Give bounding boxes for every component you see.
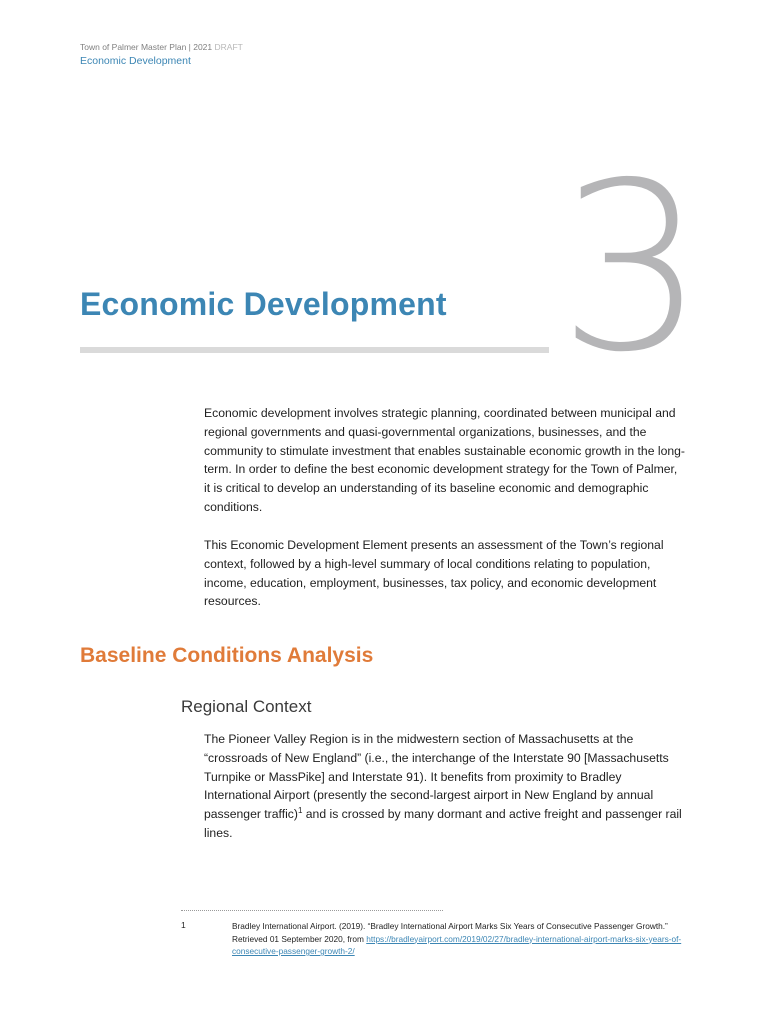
draft-label: DRAFT <box>214 42 243 52</box>
section-label: Economic Development <box>80 55 191 67</box>
footnote-reference[interactable]: 1 <box>297 806 303 816</box>
intro-paragraph-1: Economic development involves strategic planning, coordinated between municipal and regional governments and quasi-governmental organizations, businesses, and the community to stimulate investment that enables sustainable economic growth in the long-term. In order to define the best economic development strategy for the Town of Palmer, it is critical to develop an understanding of its baseline economic and demographic conditions. <box>204 406 685 514</box>
regional-context-heading: Regional Context <box>181 697 312 716</box>
regional-context-paragraph <box>204 730 686 843</box>
intro-paragraph-2: This Economic Development Element presents an assessment of the Town’s regional context, followed by a high-level summary of local conditions relating to population, income, education, employment, businesses, tax policy, and economic development resources. <box>204 538 664 609</box>
footnote-text <box>232 920 682 958</box>
running-title: Town of Palmer Master Plan | 2021 <box>80 42 213 52</box>
footnote-number: 1 <box>181 920 186 930</box>
footnote-citation: Bradley International Airport. (2019). “Bradley International Airport Marks Six Years of Consecutive Passenger Growth.” Retrieved 01 September 2020, from <box>232 921 668 944</box>
footnote-link[interactable]: https://bradleyairport.com/2019/02/27/bradley-international-airport-marks-six-years-of-consecutive-passenger-growth-2/ <box>232 933 682 956</box>
baseline-heading: Baseline Conditions Analysis <box>80 644 374 667</box>
footnote-separator <box>181 910 443 911</box>
title-rule <box>80 347 549 353</box>
chapter-title: Economic Development <box>80 286 447 322</box>
chapter-number: 3 <box>558 133 706 403</box>
regional-text-after-ref: and is crossed by many dormant and active freight and passenger rail lines. <box>204 807 682 840</box>
regional-text-before-ref: The Pioneer Valley Region is in the midwestern section of Massachusetts at the “crossroads of New England” (i.e., the interchange of the Interstate 90 [Massachusetts Turnpike or MassPike] and Interstate 91). It benefits from proximity to Bradley International Airport (presently the second-largest airport in New England by annual passenger traffic) <box>204 732 669 822</box>
running-header <box>80 42 243 52</box>
